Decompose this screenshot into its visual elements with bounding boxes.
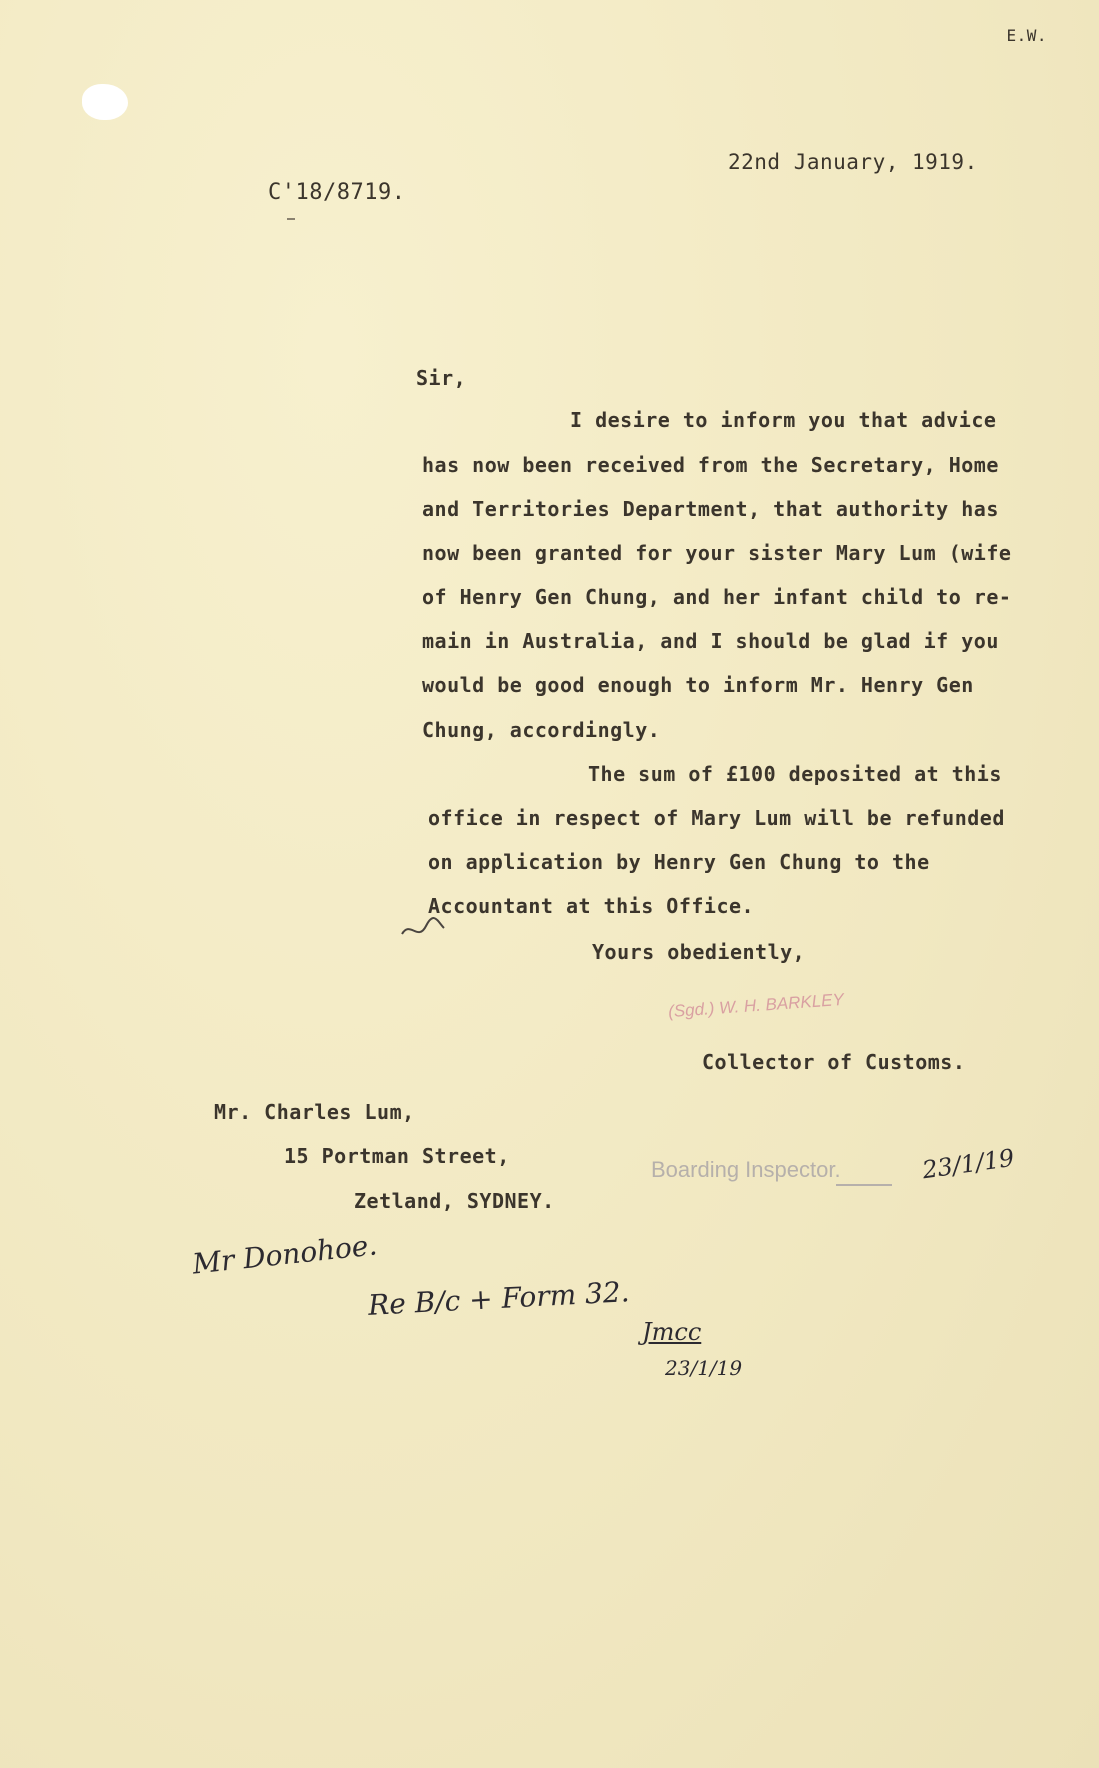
stamp-date-handwritten: 23/1/19 (920, 1143, 1017, 1185)
body-line-9: The sum of £100 deposited at this (588, 762, 1002, 786)
body-line-10: office in respect of Mary Lum will be refunded (428, 806, 1005, 830)
pencil-tick-mark (398, 912, 448, 942)
signature-stamp: (Sgd.) W. H. BARKLEY (667, 989, 845, 1022)
body-line-4: now been granted for your sister Mary Lum (wife (422, 541, 1012, 565)
body-line-7: would be good enough to inform Mr. Henry Gen (422, 673, 974, 697)
stamp-underline (836, 1184, 892, 1186)
address-city: Zetland, SYDNEY. (354, 1189, 555, 1213)
reference-underline (287, 218, 295, 220)
address-name: Mr. Charles Lum, (214, 1100, 415, 1124)
body-line-11: on application by Henry Gen Chung to the (428, 850, 930, 874)
body-line-1: I desire to inform you that advice (570, 408, 997, 432)
body-line-2: has now been received from the Secretary, Home (422, 453, 999, 477)
corner-mark: E.W. (1006, 26, 1047, 45)
closing: Yours obediently, (592, 940, 806, 964)
address-street: 15 Portman Street, (284, 1144, 510, 1168)
file-reference: C'18/8719. (268, 180, 406, 205)
body-line-8: Chung, accordingly. (422, 718, 661, 742)
body-line-6: main in Australia, and I should be glad if you (422, 629, 999, 653)
initials-date: 23/1/19 (665, 1356, 743, 1380)
body-line-12: Accountant at this Office. (428, 894, 755, 918)
handwritten-note-form: Re B/c + Form 32. (367, 1275, 631, 1322)
salutation: Sir, (416, 366, 467, 390)
handwritten-initials: Jmcc (642, 1318, 702, 1346)
boarding-inspector-stamp: Boarding Inspector. (651, 1157, 841, 1182)
body-line-5: of Henry Gen Chung, and her infant child to re- (422, 585, 1012, 609)
letter-date: 22nd January, 1919. (728, 150, 978, 174)
signatory-title: Collector of Customs. (702, 1050, 966, 1074)
handwritten-note-name: Mr Donohoe. (190, 1228, 379, 1281)
punch-hole (82, 84, 128, 120)
body-line-3: and Territories Department, that authority has (422, 497, 999, 521)
